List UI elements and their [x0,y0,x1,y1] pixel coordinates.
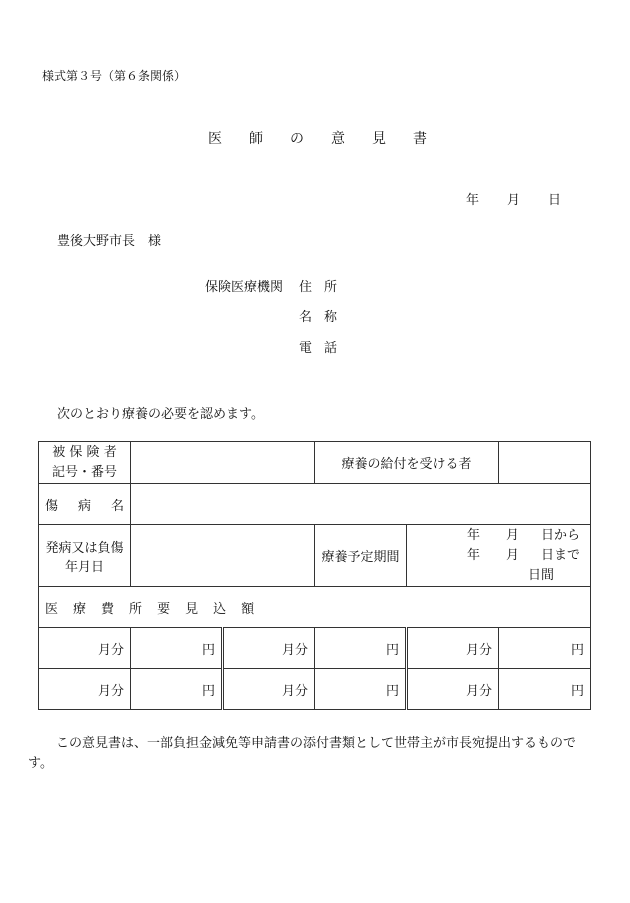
document-title [208,128,427,148]
disease-field[interactable] [131,484,591,525]
address-label [299,276,337,295]
month-cell[interactable]: 月分 [39,628,131,669]
institution-label: 保険医療機関 [205,280,284,295]
table-row [39,484,591,525]
insured-line1: 被 保 険 者 [52,444,117,460]
yen-cell[interactable]: 円 [131,628,223,669]
phone-char: 電 [299,341,313,356]
onset-field[interactable] [131,525,315,587]
cost-char: 額 [241,601,255,617]
intro-text: 次のとおり療養の必要を認めます。 [57,407,264,422]
yen-cell[interactable]: 円 [499,628,591,669]
title-char: 意 [331,131,345,147]
period-days: 日間 [528,567,555,583]
table-row [39,669,591,710]
year-label: 年 [466,193,480,208]
cost-char: 所 [129,601,143,617]
disease-char: 病 [77,498,91,514]
period-label: 療養予定期間 [315,525,407,587]
address-char: 住 [299,280,313,295]
title-char: 医 [208,131,222,147]
table-row [39,628,591,669]
month-label: 月 [507,193,521,208]
title-char: の [290,131,304,147]
form-number: 様式第３号（第６条関係） [42,69,187,83]
title-char: 見 [372,131,386,147]
insured-number-field[interactable] [131,442,315,484]
cost-char: 医 [45,601,59,617]
recipient-label: 療養の給付を受ける者 [315,442,499,484]
cost-char: 要 [157,601,171,617]
month-cell[interactable]: 月分 [407,669,499,710]
recipient-field[interactable] [499,442,591,484]
addressee: 豊後大野市長 様 [57,234,162,249]
closing-text: この意見書は、一部負担金減免等申請書の添付書類として世帯主が市長宛提出するものです。 [28,736,577,771]
phone-label [299,337,337,356]
period-year: 年 [466,547,480,563]
period-year: 年 [466,527,480,543]
name-label [299,306,337,325]
table-row [39,525,591,587]
period-from [417,526,580,546]
month-cell[interactable]: 月分 [223,669,315,710]
period-field[interactable] [407,525,591,587]
day-label: 日 [548,193,562,208]
period-to [417,546,580,566]
opinion-table [38,441,591,710]
cost-char: 込 [213,601,227,617]
period-to-day: 日まで [541,547,581,563]
disease-char: 名 [110,498,124,514]
table-row [39,442,591,484]
insured-number-label [39,442,131,484]
cost-char: 見 [185,601,199,617]
address-char: 所 [324,280,338,295]
phone-char: 話 [324,341,338,356]
title-char: 師 [249,131,263,147]
period-month: 月 [505,547,519,563]
yen-cell[interactable]: 円 [131,669,223,710]
date-line [466,189,561,208]
disease-char: 傷 [45,498,59,514]
month-cell[interactable]: 月分 [223,628,315,669]
month-cell[interactable]: 月分 [407,628,499,669]
cost-char: 費 [101,601,115,617]
disease-label [39,484,131,525]
yen-cell[interactable]: 円 [315,628,407,669]
yen-cell[interactable]: 円 [499,669,591,710]
name-char: 名 [299,310,313,325]
insured-line2: 記号・番号 [51,464,117,480]
period-month: 月 [505,527,519,543]
period-from-day: 日から [541,527,581,543]
name-char: 称 [324,310,338,325]
month-cell[interactable]: 月分 [39,669,131,710]
table-row [39,587,591,628]
title-char: 書 [413,131,427,147]
cost-label [39,587,591,628]
cost-char: 療 [73,601,87,617]
onset-label: 発病又は負傷年月日 [39,525,131,587]
yen-cell[interactable]: 円 [315,669,407,710]
closing-note [28,734,592,774]
